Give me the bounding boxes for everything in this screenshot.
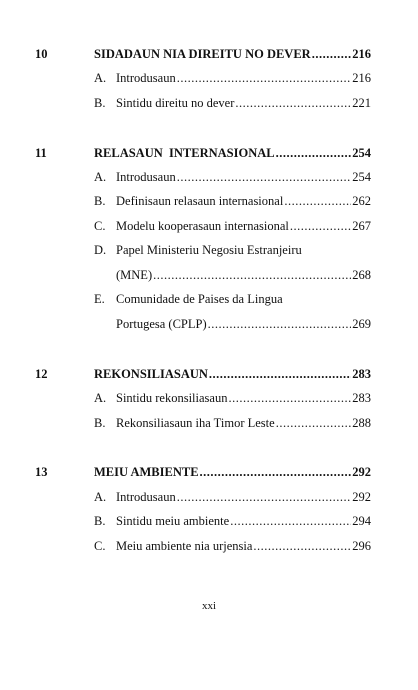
toc-item-row (0, 240, 418, 260)
toc-item-row (0, 487, 418, 507)
chapter-entry (94, 143, 371, 163)
item-title: Introdusaun (116, 71, 176, 85)
page-number: 221 (352, 96, 371, 110)
toc-item-continuation-row (0, 314, 418, 334)
toc-item-row (0, 388, 418, 408)
dot-leader (177, 68, 352, 88)
item-letter: A. (94, 490, 107, 504)
item-letter: E. (94, 292, 105, 306)
page-number: 294 (352, 514, 371, 528)
page-number: 292 (352, 490, 371, 504)
item-letter: B. (94, 96, 106, 110)
item-letter: A. (94, 71, 107, 85)
item-entry (116, 413, 371, 433)
item-letter: C. (94, 219, 106, 233)
item-title: Definisaun relasaun internasional (116, 194, 284, 208)
toc-chapter-row (0, 143, 418, 163)
toc-item-row (0, 93, 418, 113)
chapter-number: 10 (35, 47, 48, 61)
dot-leader (209, 364, 351, 384)
chapter-title: MEIU AMBIENTE (94, 465, 199, 479)
dot-leader (276, 413, 352, 433)
page-number: 216 (352, 71, 371, 85)
chapter-number: 11 (35, 146, 47, 160)
toc-item-row (0, 167, 418, 187)
dot-leader (312, 44, 352, 64)
chapter-number: 12 (35, 367, 48, 381)
dot-leader (153, 265, 351, 285)
item-entry (116, 265, 371, 285)
dot-leader (230, 511, 351, 531)
page-number: 296 (352, 539, 371, 553)
item-title-line1: Comunidade de Paises da Lingua (116, 292, 283, 306)
item-entry (116, 511, 371, 531)
chapter-entry (94, 44, 371, 64)
dot-leader (290, 216, 351, 236)
dot-leader (276, 143, 352, 163)
dot-leader (177, 167, 352, 187)
item-letter: A. (94, 391, 107, 405)
page-number: 292 (352, 465, 371, 479)
item-entry (116, 487, 371, 507)
item-title: Introdusaun (116, 170, 176, 184)
page-number: 254 (352, 146, 371, 160)
item-letter: A. (94, 170, 107, 184)
chapter-entry (94, 364, 371, 384)
toc-item-row (0, 216, 418, 236)
toc-item-row (0, 413, 418, 433)
chapter-number: 13 (35, 465, 48, 479)
chapter-entry (94, 462, 371, 482)
toc-item-row (0, 191, 418, 211)
item-title: Rekonsiliasaun iha Timor Leste (116, 416, 275, 430)
item-title: Meiu ambiente nia urjensia (116, 539, 253, 553)
item-title: Sintidu direitu no dever (116, 96, 235, 110)
toc-chapter-row (0, 44, 418, 64)
item-title-line1: Papel Ministeriu Negosiu Estranjeiru (116, 243, 302, 257)
toc-item-row (0, 289, 418, 309)
item-letter: C. (94, 539, 106, 553)
item-entry (116, 216, 371, 236)
item-entry (116, 388, 371, 408)
page-number: 283 (352, 367, 371, 381)
dot-leader (177, 487, 352, 507)
chapter-title: RELASAUN INTERNASIONAL (94, 146, 275, 160)
item-letter: B. (94, 416, 106, 430)
item-entry (116, 68, 371, 88)
toc-item-row (0, 536, 418, 556)
dot-leader (253, 536, 351, 556)
item-letter: B. (94, 514, 106, 528)
page-number: 268 (352, 268, 371, 282)
dot-leader (284, 191, 351, 211)
chapter-title: REKONSILIASAUN (94, 367, 208, 381)
item-title: Sintidu meiu ambiente (116, 514, 230, 528)
item-entry (116, 536, 371, 556)
toc-item-row (0, 511, 418, 531)
dot-leader (200, 462, 352, 482)
item-title: Sintidu rekonsiliasaun (116, 391, 228, 405)
item-letter: D. (94, 243, 107, 257)
item-title: Introdusaun (116, 490, 176, 504)
item-title-line2: Portugesa (CPLP) (116, 317, 207, 331)
page-number: 216 (352, 47, 371, 61)
footer-page-number: xxi (201, 600, 217, 612)
item-entry (116, 93, 371, 113)
item-letter: B. (94, 194, 106, 208)
item-entry (116, 314, 371, 334)
toc-item-continuation-row (0, 265, 418, 285)
toc-item-row (0, 68, 418, 88)
dot-leader (208, 314, 352, 334)
page-number: 254 (352, 170, 371, 184)
page-number: 283 (352, 391, 371, 405)
toc-chapter-row (0, 462, 418, 482)
page-number: 269 (352, 317, 371, 331)
page-number: 288 (352, 416, 371, 430)
toc-chapter-row (0, 364, 418, 384)
item-entry (116, 191, 371, 211)
dot-leader (228, 388, 351, 408)
page-number: 267 (352, 219, 371, 233)
item-title: Modelu kooperasaun internasional (116, 219, 289, 233)
chapter-title: SIDADAUN NIA DIREITU NO DEVER (94, 47, 311, 61)
item-entry (116, 167, 371, 187)
item-title-line2: (MNE) (116, 268, 153, 282)
dot-leader (235, 93, 351, 113)
page-number: 262 (352, 194, 371, 208)
